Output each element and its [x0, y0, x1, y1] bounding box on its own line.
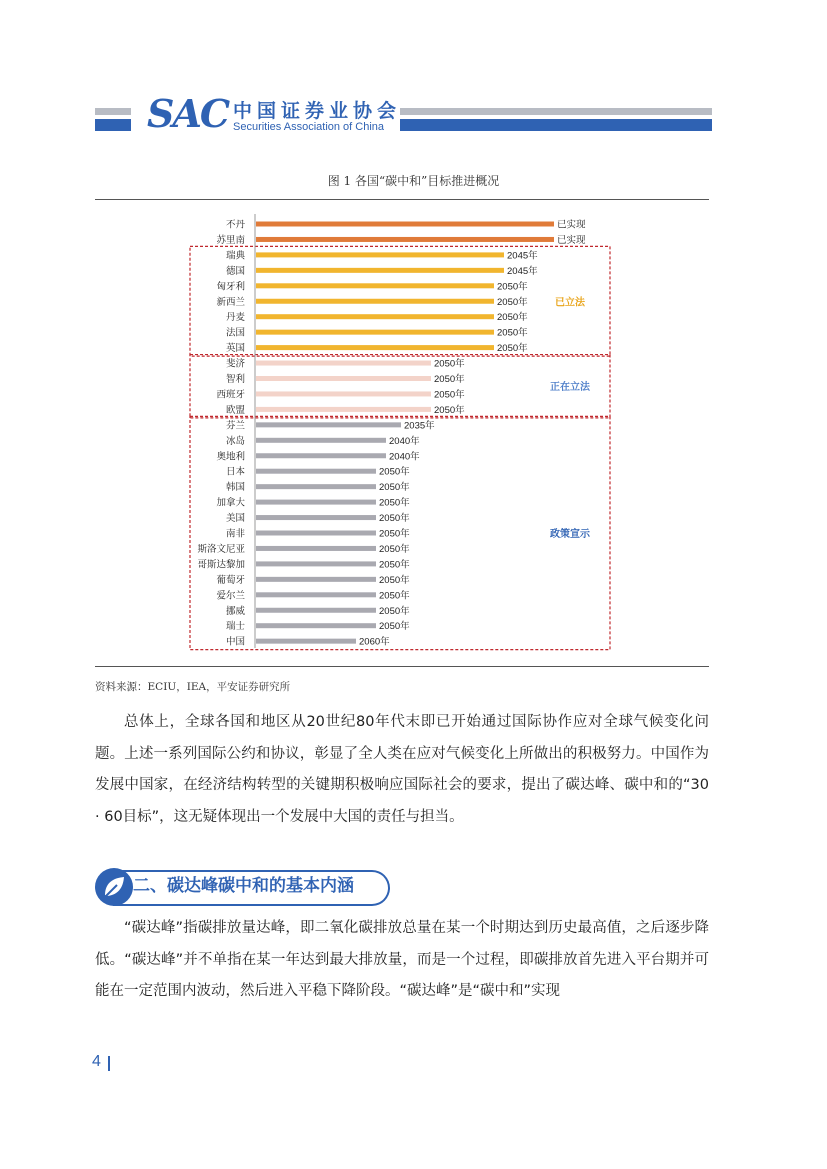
- value-label: 2050年: [497, 281, 528, 293]
- category-label: 冰岛: [225, 435, 245, 447]
- category-label: 芬兰: [225, 420, 245, 432]
- value-label: 2050年: [379, 590, 410, 602]
- chart-bar: [256, 222, 554, 227]
- category-label: 爱尔兰: [216, 590, 245, 602]
- figure-source: 资料来源：ECIU，IEA，平安证券研究所: [95, 681, 291, 693]
- chart-bar: [256, 438, 386, 443]
- category-label: 丹麦: [225, 312, 245, 324]
- category-label: 瑞典: [225, 250, 245, 262]
- value-label: 已实现: [557, 219, 586, 231]
- chart-bar: [256, 546, 376, 551]
- category-label: 挪威: [225, 605, 245, 617]
- value-label: 2050年: [379, 605, 410, 617]
- category-label: 瑞士: [225, 621, 245, 633]
- section-heading: [95, 868, 395, 906]
- body-paragraph-2: “碳达峰”指碳排放量达峰，即二氧化碳排放总量在某一个时期达到历史最高值，之后逐步降低。“碳达峰”并不单指在某一年达到最大排放量，而是一个过程，即碳排放首先进入平台期并可能在一定范围内波动，然后进入平稳下降阶段。“碳达峰”是“碳中和”实现: [95, 920, 709, 999]
- value-label: 2050年: [379, 497, 410, 509]
- category-label: 奥地利: [216, 451, 245, 463]
- chart-bar: [256, 345, 494, 350]
- leaf-icon: [95, 868, 133, 906]
- category-label: 德国: [225, 265, 245, 277]
- body-paragraph-1: 总体上，全球各国和地区从20世纪80年代末即已开始通过国际协作应对全球气候变化问题。上述一系列国际公约和协议，彰显了全人类在应对气候变化上所做出的积极努力。中国作为发展中国家，在经济结构转型的关键期积极响应国际社会的要求，提出了碳达峰、碳中和的“30 · 60目标”，这无疑体现出一个发展中大国的责任与担当。: [95, 714, 709, 825]
- value-label: 2050年: [434, 404, 465, 416]
- chart-bar: [256, 314, 494, 319]
- org-name-en: Securities Association of China: [233, 121, 385, 133]
- org-name-cn: 中国证券业协会: [233, 100, 402, 122]
- value-label: 2050年: [497, 327, 528, 339]
- value-label: 2045年: [507, 250, 538, 262]
- category-label: 南非: [225, 528, 245, 540]
- chart-bar: [256, 237, 554, 242]
- category-label: 智利: [225, 374, 245, 385]
- chart-bar: [256, 268, 504, 273]
- chart-bar: [256, 361, 431, 366]
- category-label: 日本: [225, 466, 245, 478]
- chart-bar: [256, 299, 494, 304]
- chart-bar: [256, 376, 431, 381]
- chart-bar: [256, 561, 376, 566]
- value-label: 2050年: [379, 482, 410, 494]
- chart-bar: [256, 469, 376, 474]
- chart-bar: [256, 592, 376, 597]
- category-label: 哥斯达黎加: [197, 559, 245, 571]
- value-label: 2050年: [379, 513, 410, 525]
- category-label: 美国: [225, 513, 245, 525]
- category-label: 葡萄牙: [216, 574, 245, 586]
- chart-bar: [256, 623, 376, 628]
- category-label: 苏里南: [216, 234, 245, 246]
- chart-bar: [256, 407, 431, 412]
- chart-bar: [256, 577, 376, 582]
- group-label: 政策宣示: [550, 529, 590, 540]
- value-label: 2050年: [379, 621, 410, 633]
- category-label: 韩国: [225, 482, 245, 494]
- chart-bar: [256, 608, 376, 613]
- chart-bar: [256, 252, 504, 257]
- sac-logo: SAC: [147, 91, 229, 136]
- value-label: 2060年: [359, 636, 390, 648]
- value-label: 2050年: [379, 559, 410, 571]
- category-label: 英国: [225, 343, 245, 355]
- value-label: 2050年: [434, 374, 465, 385]
- chart-bar: [256, 484, 376, 489]
- section-title: 二、碳达峰碳中和的基本内涵: [133, 876, 354, 896]
- category-label: 不丹: [225, 219, 245, 231]
- value-label: 2050年: [379, 543, 410, 555]
- value-label: 2035年: [404, 420, 435, 432]
- value-label: 2050年: [379, 466, 410, 478]
- category-label: 斐济: [225, 358, 245, 370]
- chart-bar: [256, 515, 376, 520]
- figure-bottom-rule: [95, 666, 709, 667]
- page-number: 4: [92, 1053, 101, 1070]
- value-label: 2050年: [379, 574, 410, 586]
- figure-title: 图 1 各国“碳中和”目标推进概况: [327, 174, 500, 188]
- category-label: 西班牙: [216, 389, 245, 401]
- category-label: 匈牙利: [216, 281, 245, 293]
- category-label: 加拿大: [216, 497, 245, 509]
- chart-bar: [256, 330, 494, 335]
- page-number-bar: [108, 1056, 110, 1071]
- category-label: 法国: [225, 327, 245, 339]
- value-label: 2050年: [497, 312, 528, 324]
- group-label: 正在立法: [550, 382, 590, 394]
- value-label: 2050年: [379, 528, 410, 540]
- chart-bar: [256, 422, 401, 427]
- category-label: 中国: [225, 636, 245, 648]
- chart-bar: [256, 391, 431, 396]
- chart-bar: [256, 531, 376, 536]
- value-label: 2040年: [389, 451, 420, 463]
- value-label: 2045年: [507, 265, 538, 277]
- value-label: 2050年: [434, 389, 465, 401]
- value-label: 2050年: [497, 343, 528, 355]
- value-label: 2050年: [434, 358, 465, 370]
- value-label: 2040年: [389, 435, 420, 447]
- chart-bar: [256, 453, 386, 458]
- category-label: 斯洛文尼亚: [197, 543, 245, 555]
- category-label: 欧盟: [225, 404, 245, 416]
- chart-bar: [256, 500, 376, 505]
- group-label: 已立法: [555, 297, 585, 309]
- category-label: 新西兰: [216, 296, 245, 308]
- chart-bar: [256, 639, 356, 644]
- value-label: 已实现: [557, 234, 586, 246]
- value-label: 2050年: [497, 296, 528, 308]
- chart-bar: [256, 283, 494, 288]
